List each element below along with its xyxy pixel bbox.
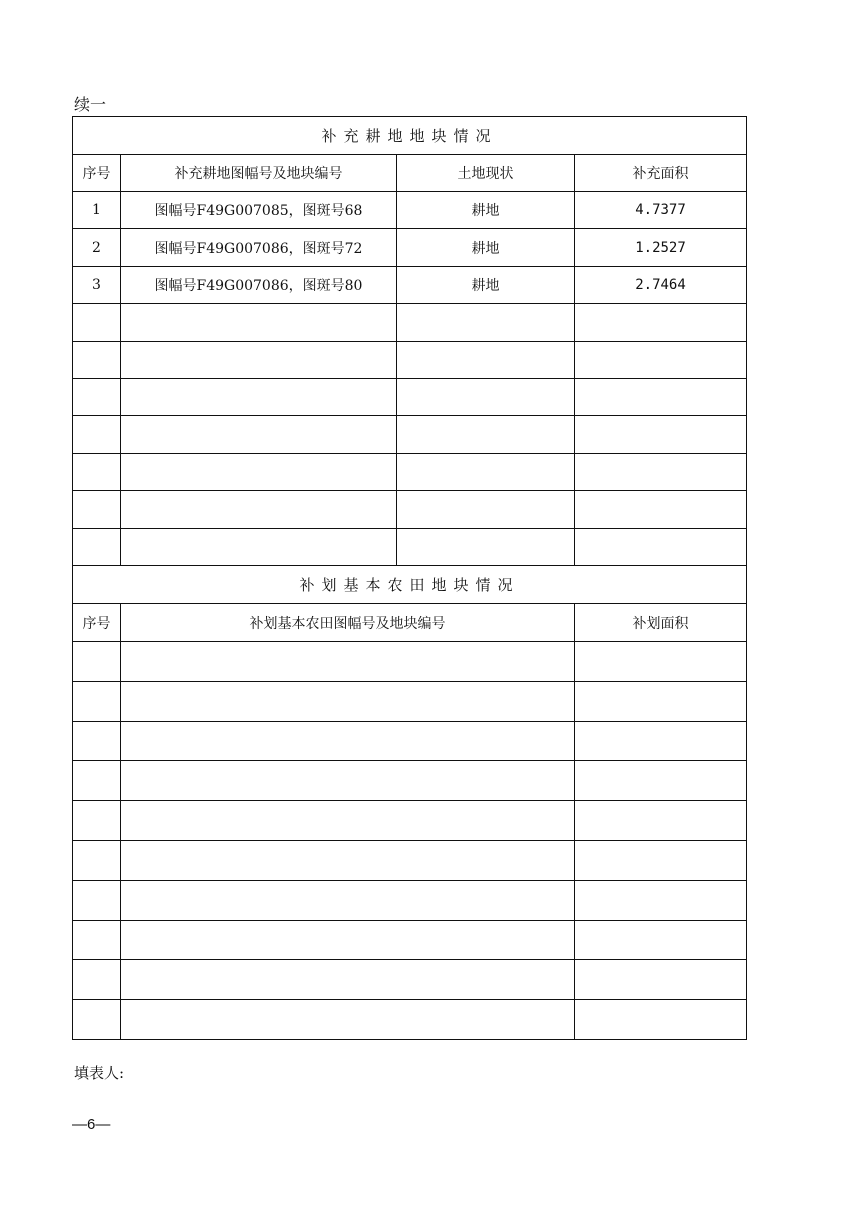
row-status: 耕地 xyxy=(397,192,575,229)
row-parcel xyxy=(121,378,397,415)
supplementary-farmland-table xyxy=(72,116,747,566)
row-status xyxy=(397,416,575,453)
row-area xyxy=(575,341,747,378)
row-status xyxy=(397,491,575,528)
row-no xyxy=(73,960,121,1000)
row-area xyxy=(575,960,747,1000)
row-parcel xyxy=(121,528,397,565)
row-area xyxy=(575,801,747,841)
row-no xyxy=(73,378,121,415)
row-status: 耕地 xyxy=(397,266,575,303)
row-area: 2.7464 xyxy=(575,266,747,303)
row-status xyxy=(397,304,575,341)
row-parcel xyxy=(121,840,575,880)
row-no xyxy=(73,304,121,341)
row-parcel xyxy=(121,1000,575,1040)
table-row xyxy=(73,266,747,303)
row-area xyxy=(575,304,747,341)
table-row xyxy=(73,840,747,880)
table-row xyxy=(73,453,747,490)
row-area xyxy=(575,920,747,960)
row-no: 3 xyxy=(73,266,121,303)
row-no xyxy=(73,491,121,528)
header-area: 补充面积 xyxy=(575,155,747,192)
row-area: 1.2527 xyxy=(575,229,747,266)
table-row xyxy=(73,528,747,565)
row-area xyxy=(575,453,747,490)
filler-label: 填表人: xyxy=(74,1064,125,1082)
row-area xyxy=(575,491,747,528)
row-area xyxy=(575,528,747,565)
table-row xyxy=(73,960,747,1000)
section2-header-row xyxy=(73,604,747,642)
row-no xyxy=(73,761,121,801)
row-parcel: 图幅号F49G007085，图斑号68 xyxy=(121,192,397,229)
row-parcel xyxy=(121,491,397,528)
row-parcel xyxy=(121,416,397,453)
row-parcel xyxy=(121,880,575,920)
table-row xyxy=(73,341,747,378)
row-no: 2 xyxy=(73,229,121,266)
row-area xyxy=(575,761,747,801)
table-row xyxy=(73,681,747,721)
row-status xyxy=(397,378,575,415)
row-parcel xyxy=(121,681,575,721)
table-row xyxy=(73,491,747,528)
row-area xyxy=(575,681,747,721)
continuation-label: 续一 xyxy=(74,95,107,114)
row-parcel: 图幅号F49G007086，图斑号80 xyxy=(121,266,397,303)
row-no xyxy=(73,880,121,920)
table-row xyxy=(73,229,747,266)
table-row xyxy=(73,1000,747,1040)
row-status xyxy=(397,453,575,490)
row-no xyxy=(73,681,121,721)
header-parcel: 补划基本农田图幅号及地块编号 xyxy=(121,604,575,642)
row-no xyxy=(73,801,121,841)
row-no xyxy=(73,721,121,761)
table-row xyxy=(73,880,747,920)
header-area: 补划面积 xyxy=(575,604,747,642)
row-area xyxy=(575,721,747,761)
table-row xyxy=(73,416,747,453)
section1-header-row xyxy=(73,155,747,192)
row-no xyxy=(73,642,121,682)
row-area: 4.7377 xyxy=(575,192,747,229)
row-no xyxy=(73,840,121,880)
header-status: 土地现状 xyxy=(397,155,575,192)
row-area xyxy=(575,642,747,682)
table-row xyxy=(73,642,747,682)
row-status xyxy=(397,528,575,565)
table-row xyxy=(73,304,747,341)
row-no xyxy=(73,528,121,565)
row-parcel xyxy=(121,304,397,341)
header-parcel: 补充耕地图幅号及地块编号 xyxy=(121,155,397,192)
row-area xyxy=(575,378,747,415)
row-parcel xyxy=(121,341,397,378)
row-area xyxy=(575,880,747,920)
row-no xyxy=(73,453,121,490)
page-number: —6— xyxy=(72,1116,111,1133)
row-parcel xyxy=(121,453,397,490)
row-no xyxy=(73,920,121,960)
table-row xyxy=(73,721,747,761)
row-parcel xyxy=(121,642,575,682)
row-area xyxy=(575,1000,747,1040)
row-no: 1 xyxy=(73,192,121,229)
row-status xyxy=(397,341,575,378)
table-row xyxy=(73,761,747,801)
header-no: 序号 xyxy=(73,155,121,192)
row-parcel xyxy=(121,960,575,1000)
row-area xyxy=(575,416,747,453)
row-status: 耕地 xyxy=(397,229,575,266)
row-no xyxy=(73,341,121,378)
row-no xyxy=(73,1000,121,1040)
table-row xyxy=(73,920,747,960)
row-parcel xyxy=(121,920,575,960)
row-parcel xyxy=(121,761,575,801)
basic-farmland-table xyxy=(72,565,747,1040)
row-area xyxy=(575,840,747,880)
table-row xyxy=(73,192,747,229)
row-parcel: 图幅号F49G007086，图斑号72 xyxy=(121,229,397,266)
row-parcel xyxy=(121,721,575,761)
table-row xyxy=(73,378,747,415)
section1-title: 补充耕地地块情况 xyxy=(73,117,747,155)
header-no: 序号 xyxy=(73,604,121,642)
section2-title: 补划基本农田地块情况 xyxy=(73,566,747,604)
row-no xyxy=(73,416,121,453)
table-row xyxy=(73,801,747,841)
row-parcel xyxy=(121,801,575,841)
